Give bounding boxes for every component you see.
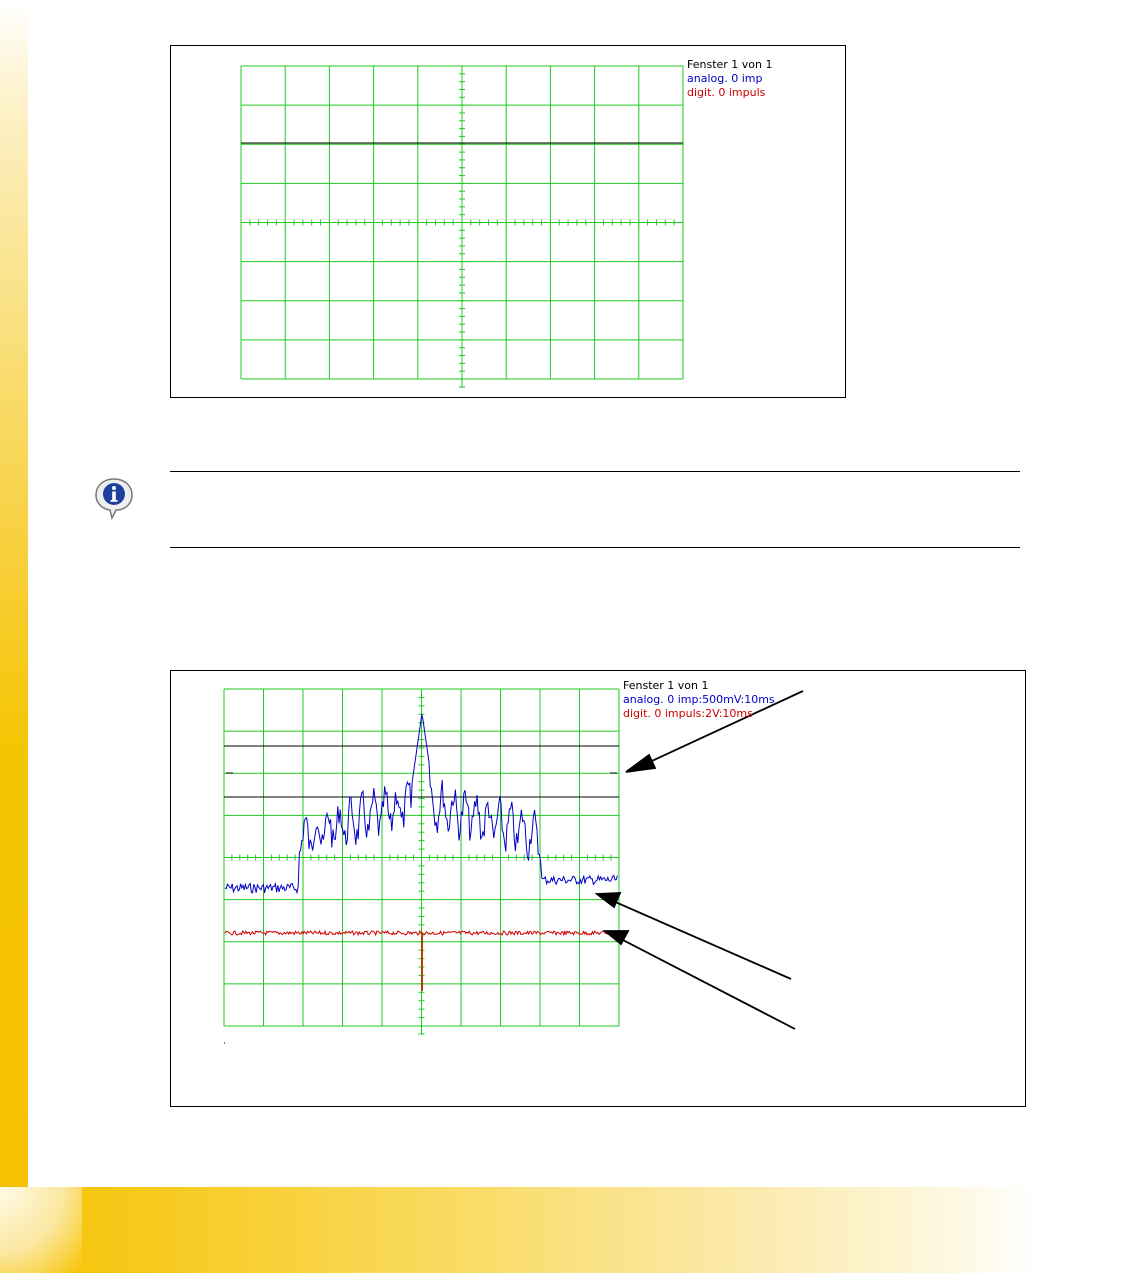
scope-1-grid bbox=[241, 66, 683, 387]
scope-1-legend bbox=[687, 58, 773, 100]
scope-2-screen bbox=[171, 671, 1027, 1108]
scope-1-frame bbox=[170, 45, 846, 398]
footer-band bbox=[0, 1187, 1134, 1273]
arrow-digital-line bbox=[621, 939, 795, 1029]
arrow-analog-line bbox=[613, 901, 791, 979]
legend-digital: digit. 0 impuls bbox=[687, 86, 766, 99]
legend-title: Fenster 1 von 1 bbox=[687, 58, 773, 71]
scope-2-frame bbox=[170, 670, 1026, 1107]
note-rule-top bbox=[170, 471, 1020, 472]
sidebar-gradient bbox=[0, 0, 28, 1273]
legend-digital: digit. 0 impuls:2V:10ms bbox=[623, 707, 753, 720]
legend-title: Fenster 1 von 1 bbox=[623, 679, 709, 692]
legend-analog: analog. 0 imp bbox=[687, 72, 763, 85]
info-icon bbox=[92, 476, 136, 520]
legend-analog: analog. 0 imp:500mV:10ms bbox=[623, 693, 775, 706]
scope-2-legend bbox=[623, 679, 775, 721]
note-rule-bottom bbox=[170, 547, 1020, 548]
footer-corner bbox=[0, 1187, 82, 1273]
annotation-arrows bbox=[597, 691, 803, 1029]
arrow-cursor-head bbox=[626, 755, 655, 772]
